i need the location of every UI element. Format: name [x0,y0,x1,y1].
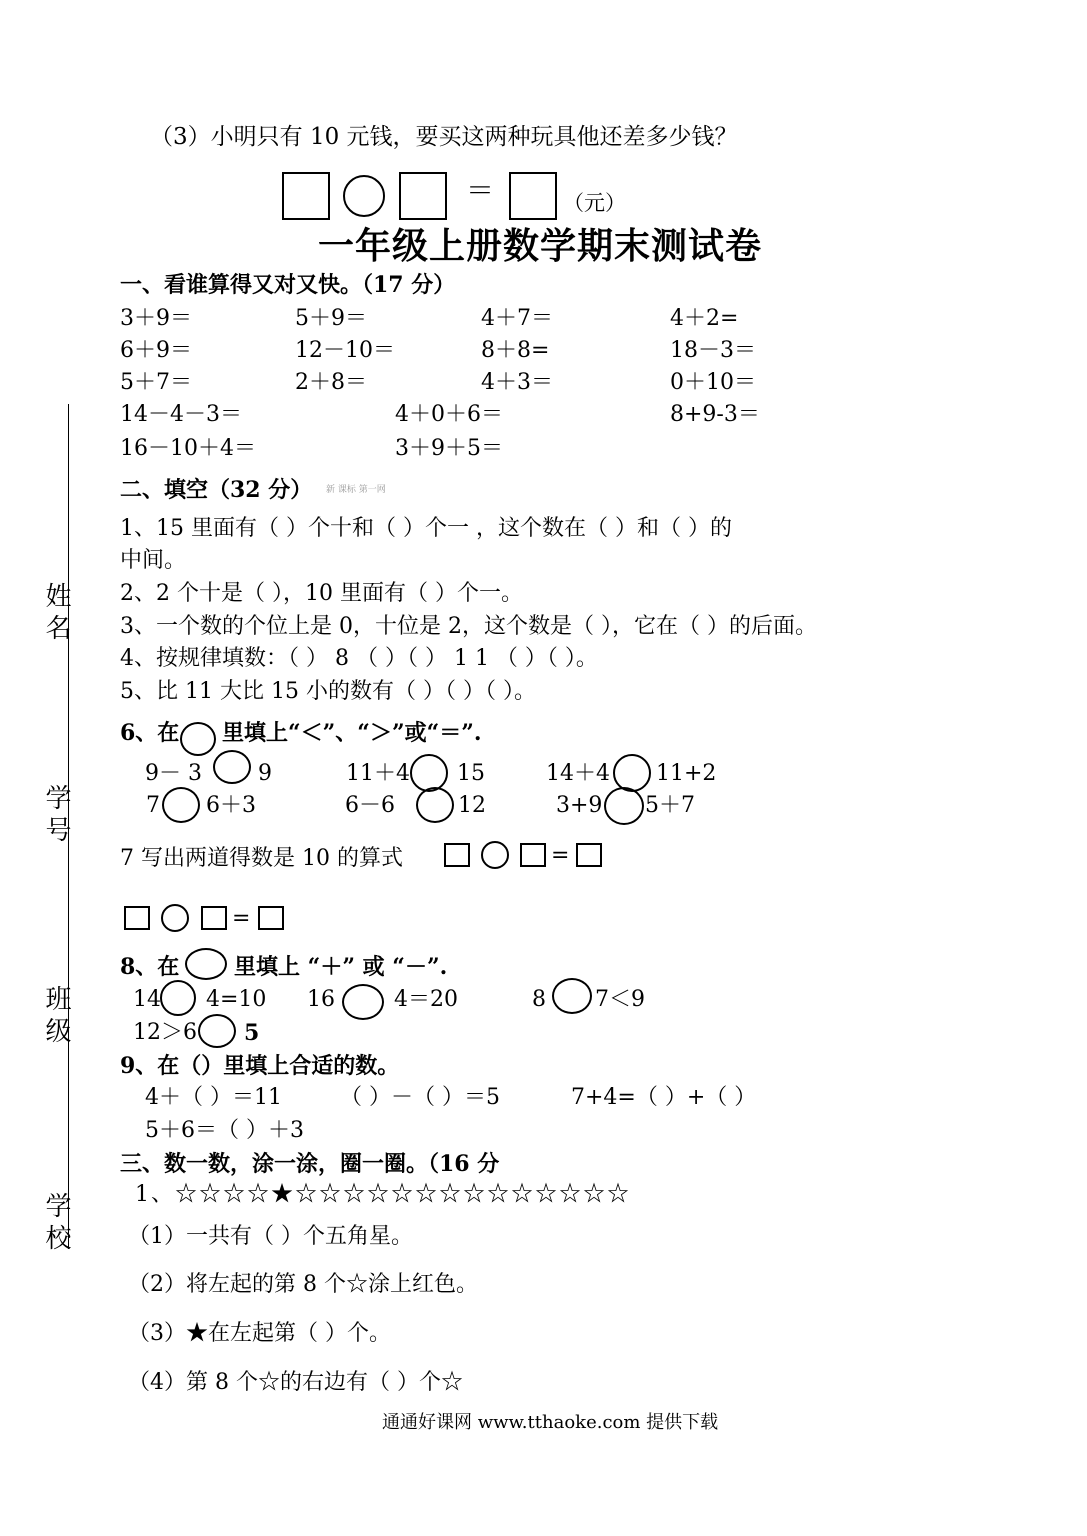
answer-box[interactable] [258,906,284,930]
q9-heading: 9、在（）里填上合适的数。 [120,1053,400,1079]
answer-box[interactable] [520,843,546,867]
q9-a: 4＋（ ）＝11 [145,1085,282,1110]
q6-left: 9－ 3 [145,761,202,786]
problem: 5＋9＝ [295,306,367,331]
s3-question-2: （2）将左起的第 8 个☆涂上红色。 [128,1272,478,1297]
top-question-text: （3）小明只有 10 元钱，要买这两种玩具他还差多少钱？ [150,124,738,150]
problem: 2＋8＝ [295,370,367,395]
watermark: 新 课标 第一网 [326,485,386,495]
q6-left: 11＋4 [346,761,410,786]
answer-box[interactable] [444,843,470,867]
q6-left: 6－6 [345,793,395,818]
answer-box[interactable] [124,906,150,930]
footer-text: 通通好课网 www.tthaoke.com 提供下载 [382,1412,719,1433]
q2: 2、2 个十是（ ），10 里面有（ ）个一。 [120,581,523,606]
answer-box[interactable] [399,172,447,220]
operator-circle[interactable] [342,984,384,1020]
section3-heading: 三、数一数，涂一涂，圈一圈。（16 分 [120,1151,500,1177]
problem: 8+9-3＝ [670,402,760,427]
sidebar-school-label: 学校 [41,1192,71,1256]
sidebar-name-label: 姓名 [41,582,71,646]
answer-box[interactable] [201,906,227,930]
answer-box[interactable] [282,172,330,220]
q8-left: 8 [532,987,546,1012]
equals-sign: = [551,843,570,868]
section1-heading: 一、看谁算得又对又快。（17 分） [120,272,456,298]
q6-left: 3+9 [556,793,603,818]
q8-right: 4=10 [206,987,267,1012]
q8-left: 16 [307,987,335,1012]
problem: 8＋8= [481,338,550,363]
problem: 4＋3＝ [481,370,553,395]
q8-left: 14 [133,987,161,1012]
operator-circle[interactable] [198,1014,236,1048]
q8-right: 5 [244,1020,260,1046]
compare-circle[interactable] [416,787,454,823]
operator-circle[interactable] [481,841,509,869]
answer-box[interactable] [576,843,602,867]
operator-circle[interactable] [552,978,592,1014]
compare-circle[interactable] [180,722,216,756]
compare-circle[interactable] [604,787,644,825]
q6-left: 14＋4 [546,761,610,786]
q6-right: 9 [258,761,272,786]
q8-left: 12＞6 [133,1020,197,1045]
problem: 3＋9＝ [120,306,192,331]
q1-line1: 1、15 里面有（ ）个十和（ ）个一 ，这个数在（ ）和（ ）的 [120,516,732,541]
q9-c: 7+4=（ ）+（ ） [571,1085,757,1110]
q6-right: 5＋7 [645,793,695,818]
q6-right: 12 [458,793,486,818]
unit-label: （元） [563,191,626,215]
q6-right: 15 [457,761,485,786]
compare-circle[interactable] [410,754,448,792]
q8-heading-prefix: 8、在 [120,954,180,980]
operator-circle[interactable] [160,980,196,1016]
sidebar-class-label: 班级 [41,985,71,1049]
problem: 3＋9＋5＝ [395,436,503,461]
q6-right: 11+2 [656,761,717,786]
q9-b: （ ）－（ ）＝5 [340,1085,500,1110]
operator-circle[interactable] [343,175,385,217]
s3-question-3: （3）★在左起第（ ）个。 [128,1321,391,1346]
problem: 14－4－3＝ [120,402,242,427]
q3: 3、一个数的个位上是 0，十位是 2，这个数是（ ），它在（ ）的后面。 [120,614,817,639]
operator-circle[interactable] [161,904,189,932]
q6-right: 6＋3 [206,793,256,818]
q6-left: 7 [146,793,160,818]
stars-row: 1、☆☆☆☆★☆☆☆☆☆☆☆☆☆☆☆☆☆☆ [135,1182,631,1207]
q9-d: 5＋6＝（ ）＋3 [145,1118,304,1143]
problem: 4＋7＝ [481,306,553,331]
q1-line2: 中间。 [120,548,187,573]
section2-heading: 二、填空（32 分） [120,477,313,503]
equals-sign: = [232,906,251,931]
equals-sign: ＝ [466,174,495,207]
q7-text: 7 写出两道得数是 10 的算式 [120,846,403,871]
compare-circle[interactable] [613,754,651,792]
problem: 4＋2= [670,306,739,331]
q4: 4、按规律填数：（ ） 8 （ ）（ ） 1 1 （ ）（ ）。 [120,646,598,671]
problem: 4＋0＋6＝ [395,402,503,427]
sidebar-number-label: 学号 [41,784,71,848]
q5: 5、比 11 大比 15 小的数有（ ）（ ）（ ）。 [120,679,536,704]
q6-heading-suffix: 里填上“＜”、“＞”或“＝”. [222,720,482,746]
compare-circle[interactable] [213,750,251,784]
operator-circle[interactable] [185,948,227,980]
problem: 16－10＋4＝ [120,436,256,461]
s3-question-4: （4）第 8 个☆的右边有（ ）个☆ [128,1370,463,1395]
s3-question-1: （1）一共有（ ）个五角星。 [128,1224,413,1249]
q8-heading-suffix: 里填上 “＋” 或 “－”. [234,954,448,980]
problem: 18－3＝ [670,338,756,363]
q8-right: 4＝20 [394,987,458,1012]
answer-box[interactable] [509,172,557,220]
q6-heading-prefix: 6、在 [120,720,180,746]
compare-circle[interactable] [162,787,200,823]
q8-right: 7＜9 [595,987,645,1012]
problem: 0＋10＝ [670,370,756,395]
problem: 5＋7＝ [120,370,192,395]
problem: 6＋9＝ [120,338,192,363]
page-title: 一年级上册数学期末测试卷 [318,225,763,267]
problem: 12－10＝ [295,338,395,363]
